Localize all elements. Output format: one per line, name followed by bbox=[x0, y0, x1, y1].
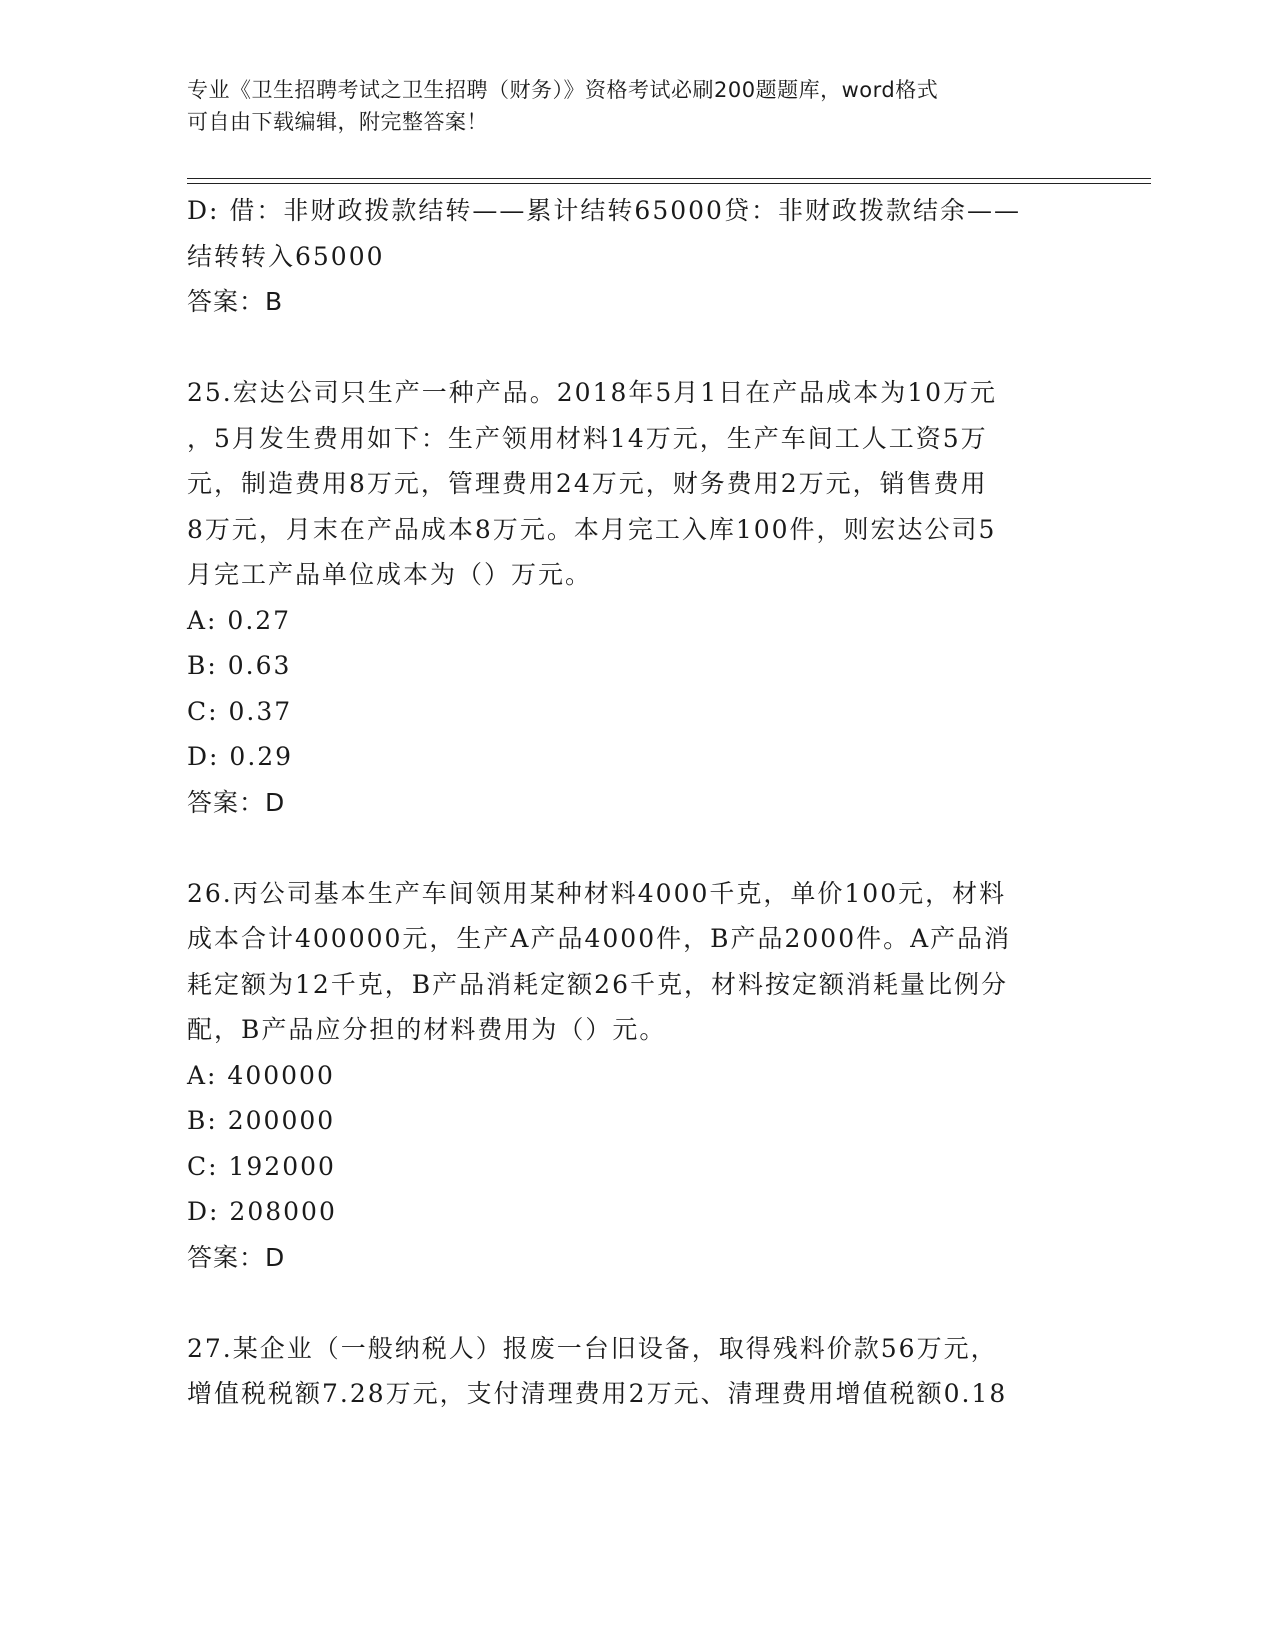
question-text-line: 耗定额为12千克，B产品消耗定额26千克，材料按定额消耗量比例分 bbox=[187, 969, 1008, 999]
header-title-line-1: 专业《卫生招聘考试之卫生招聘（财务）》资格考试必刷200题题库，word格式 bbox=[187, 78, 939, 102]
answer-line: 答案：B bbox=[187, 287, 284, 316]
question-25 bbox=[187, 370, 1092, 825]
option-d: D: 208000 bbox=[187, 1197, 337, 1226]
option-d: D: 借：非财政拨款结转——累计结转65000贷：非财政拨款结余—— bbox=[187, 196, 1021, 225]
spacer bbox=[187, 325, 1092, 371]
spacer bbox=[187, 1280, 1092, 1326]
answer-line: 答案：D bbox=[187, 1242, 286, 1272]
header-title-line-2: 可自由下载编辑，附完整答案！ bbox=[187, 110, 488, 134]
question-26 bbox=[187, 871, 1092, 1281]
question-text-line: 8万元，月末在产品成本8万元。本月完工入库100件，则宏达公司5 bbox=[187, 514, 997, 544]
option-b: B: 0.63 bbox=[187, 651, 292, 680]
question-text-line: 月完工产品单位成本为（）万元。 bbox=[187, 560, 593, 589]
question-text-line: ，5月发生费用如下：生产领用材料14万元，生产车间工人工资5万 bbox=[187, 423, 988, 453]
answer-line: 答案：D bbox=[187, 787, 286, 817]
question-text-line: 配，B产品应分担的材料费用为（）元。 bbox=[187, 1015, 667, 1044]
option-a: A: 0.27 bbox=[187, 605, 292, 635]
question-text-line: 27.某企业（一般纳税人）报废一台旧设备，取得残料价款56万元， bbox=[187, 1333, 998, 1363]
header-divider bbox=[187, 178, 1151, 184]
question-27 bbox=[187, 1326, 1092, 1417]
question-text-line: 增值税税额7.28万元，支付清理费用2万元、清理费用增值税额0.18 bbox=[187, 1379, 1008, 1408]
page-header bbox=[187, 74, 1067, 138]
question-text-line: 元，制造费用8万元，管理费用24万元，财务费用2万元，销售费用 bbox=[187, 469, 988, 498]
question-text-line: 26.丙公司基本生产车间领用某种材料4000千克，单价100元，材料 bbox=[187, 878, 1007, 908]
option-c: C: 0.37 bbox=[187, 696, 293, 726]
question-text-line: 25.宏达公司只生产一种产品。2018年5月1日在产品成本为10万元 bbox=[187, 378, 998, 407]
option-d: D: 0.29 bbox=[187, 742, 294, 771]
spacer bbox=[187, 825, 1092, 871]
question-text-line: 成本合计400000元，生产A产品4000件，B产品2000件。A产品消 bbox=[187, 924, 1012, 953]
option-b: B: 200000 bbox=[187, 1106, 336, 1135]
option-c: C: 192000 bbox=[187, 1151, 336, 1181]
option-d-continued: 结转转入65000 bbox=[187, 241, 385, 271]
option-a: A: 400000 bbox=[187, 1060, 335, 1090]
previous-question-tail bbox=[187, 188, 1092, 325]
question-content bbox=[187, 188, 1092, 1417]
